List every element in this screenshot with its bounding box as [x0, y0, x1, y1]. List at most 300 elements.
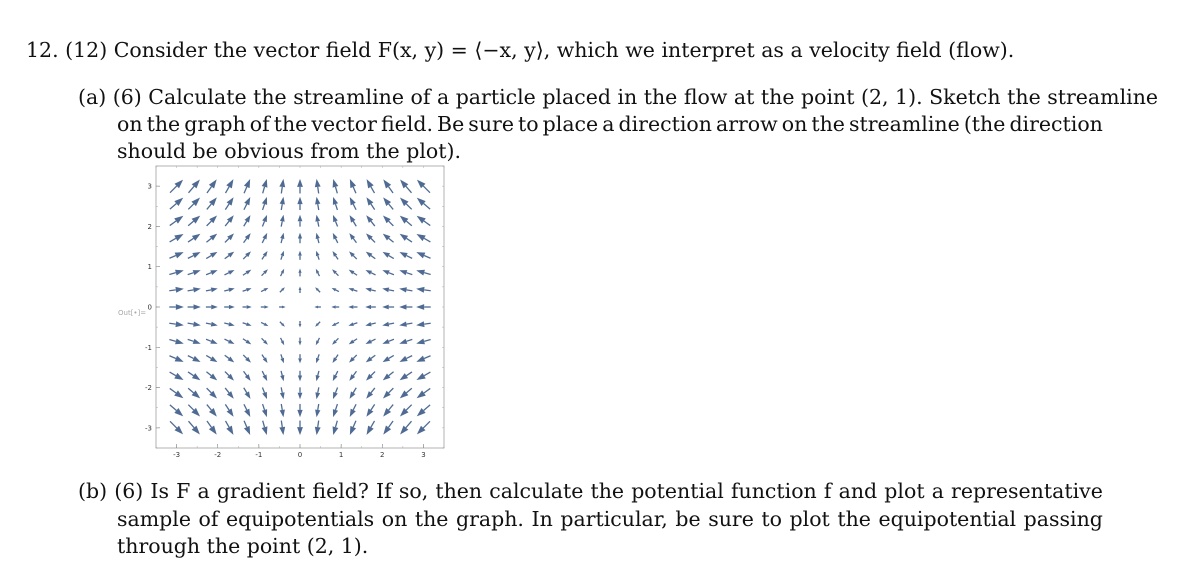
part-b-line-3: through the point (2, 1). — [117, 534, 369, 558]
field-arrow — [349, 251, 357, 259]
word: If — [376, 479, 392, 503]
field-arrow — [333, 371, 338, 381]
word: direction — [618, 112, 712, 136]
word: sample — [117, 507, 191, 531]
field-arrow — [298, 354, 302, 363]
field-arrow — [262, 421, 268, 435]
field-arrow — [350, 179, 356, 193]
field-arrow — [417, 405, 430, 416]
y-tick-label: -3 — [145, 424, 152, 433]
field-arrow — [262, 251, 268, 259]
field-arrow — [383, 405, 393, 417]
field-arrow — [225, 355, 235, 362]
field-arrow — [333, 421, 339, 435]
word: and — [838, 479, 878, 503]
field-arrow — [206, 252, 217, 259]
field-arrow — [400, 179, 411, 192]
field-arrow — [331, 305, 339, 308]
field-arrow — [349, 270, 357, 276]
field-arrow — [399, 304, 412, 309]
field-arrow — [315, 215, 320, 227]
field-arrow — [350, 404, 356, 417]
field-arrow — [315, 197, 320, 210]
field-arrow — [383, 197, 393, 209]
x-tick-label: 2 — [380, 451, 385, 459]
word: field. — [380, 112, 433, 136]
field-arrow — [225, 233, 234, 242]
x-tick-label: -3 — [173, 451, 181, 459]
field-arrow — [332, 322, 339, 326]
field-arrow — [417, 421, 430, 434]
field-arrow — [298, 251, 302, 260]
plot-ticks — [145, 166, 444, 459]
word: direction — [1009, 112, 1103, 136]
field-arrow — [297, 179, 303, 194]
x-tick-label: 3 — [421, 451, 426, 459]
y-tick-label: -1 — [145, 343, 152, 352]
field-arrow — [316, 371, 320, 381]
word: so, — [398, 479, 429, 503]
field-arrow — [298, 269, 301, 277]
word: the — [837, 507, 871, 531]
field-arrow — [332, 288, 339, 292]
field-arrow — [332, 355, 338, 363]
field-arrow — [333, 215, 338, 227]
field-arrow — [242, 305, 251, 309]
field-arrow — [207, 197, 217, 209]
field-arrow — [244, 388, 251, 399]
word: Is — [150, 479, 170, 503]
field-arrow — [399, 322, 412, 327]
word: function — [730, 479, 817, 503]
word: of — [198, 507, 219, 531]
field-arrow — [366, 388, 375, 399]
part-a-line-2 — [117, 111, 1103, 138]
field-arrow — [170, 372, 184, 380]
field-arrow — [243, 339, 251, 345]
word: (b) — [78, 479, 108, 503]
word: to — [761, 507, 782, 531]
field-arrow — [169, 304, 184, 310]
field-arrow — [400, 216, 412, 226]
field-arrow — [333, 179, 339, 193]
field-arrow — [366, 404, 374, 416]
field-arrow — [315, 421, 321, 436]
field-arrow — [367, 179, 375, 193]
field-arrow — [224, 288, 234, 292]
field-arrow — [348, 322, 357, 326]
field-arrow — [225, 421, 233, 435]
field-arrow — [350, 421, 356, 435]
field-arrow — [244, 215, 251, 226]
field-arrow — [207, 179, 217, 193]
word: place — [542, 112, 599, 136]
field-arrow — [298, 215, 303, 227]
field-arrow — [225, 404, 233, 416]
field-arrow — [188, 198, 200, 210]
word: plot — [789, 507, 830, 531]
field-arrow — [224, 339, 234, 344]
field-arrow — [315, 404, 320, 417]
y-tick-label: -2 — [145, 384, 152, 393]
word: the — [414, 507, 449, 531]
out-label: Out[•]= — [118, 309, 147, 317]
word: streamline — [848, 112, 960, 136]
vector-field-plot — [110, 162, 450, 462]
field-arrow — [261, 322, 268, 326]
field-arrow — [366, 233, 375, 242]
field-arrow — [225, 388, 234, 399]
field-arrow — [244, 404, 250, 417]
word: be — [675, 507, 701, 531]
field-arrow — [416, 356, 430, 362]
field-arrow — [316, 338, 320, 345]
field-arrow — [244, 233, 251, 243]
field-arrow — [243, 270, 251, 276]
field-arrow — [188, 270, 201, 275]
field-arrow — [399, 252, 412, 258]
field-arrow — [225, 215, 234, 226]
field-arrow — [244, 371, 251, 381]
word: on — [117, 112, 143, 136]
field-arrow — [207, 215, 217, 225]
field-arrow — [244, 421, 250, 435]
x-tick-label: 0 — [297, 451, 303, 459]
field-arrow — [299, 321, 302, 328]
field-arrow — [170, 388, 184, 398]
field-arrow — [366, 270, 376, 275]
field-arrow — [280, 197, 285, 210]
field-arrow — [316, 354, 320, 363]
field-arrow — [383, 355, 394, 362]
field-arrow — [315, 387, 320, 399]
field-arrow — [382, 305, 394, 310]
field-arrow — [279, 306, 286, 309]
field-arrow — [349, 355, 357, 363]
field-arrow — [365, 305, 376, 309]
field-arrow — [400, 421, 411, 434]
field-arrow — [332, 251, 338, 259]
word: gradient — [216, 479, 306, 503]
field-arrow — [400, 388, 412, 398]
field-arrow — [416, 287, 431, 293]
field-arrow — [261, 305, 269, 308]
field-arrow — [350, 197, 356, 210]
field-arrow — [382, 322, 394, 327]
field-arrow — [416, 234, 430, 242]
word: f — [823, 479, 832, 503]
field-arrow — [206, 234, 217, 243]
word: sure — [708, 507, 754, 531]
field-arrow — [297, 421, 303, 436]
field-arrow — [224, 305, 235, 309]
field-arrow — [188, 339, 201, 344]
y-tick-label: 2 — [147, 222, 152, 231]
word: F — [176, 479, 191, 503]
field-arrow — [224, 270, 234, 275]
word: equipotential — [878, 507, 1017, 531]
word: on — [781, 112, 808, 136]
field-arrow — [206, 270, 218, 275]
part-a-line-3: should be obvious from the plot). — [117, 139, 461, 163]
field-arrow — [188, 356, 201, 362]
field-arrow — [170, 180, 183, 193]
field-arrow — [382, 287, 394, 292]
field-arrow — [350, 388, 357, 399]
word: graph. — [455, 507, 524, 531]
field-arrow — [169, 252, 183, 258]
field-arrow — [206, 322, 218, 327]
field-arrow — [262, 233, 267, 243]
field-arrow — [366, 197, 374, 209]
field-arrow — [383, 215, 393, 225]
field-arrow — [206, 355, 217, 362]
field-arrow — [400, 198, 412, 210]
field-arrow — [206, 287, 218, 292]
field-arrow — [188, 216, 200, 226]
field-arrow — [225, 372, 234, 381]
field-arrow — [416, 304, 431, 310]
field-arrow — [416, 252, 430, 258]
field-arrow — [188, 234, 200, 242]
field-arrow — [315, 322, 320, 327]
field-arrow — [206, 372, 217, 381]
field-arrow — [279, 179, 285, 194]
field-arrow — [170, 234, 184, 242]
field-arrow — [169, 270, 183, 276]
field-arrow — [280, 287, 285, 292]
field-arrow — [188, 322, 201, 327]
word: sure — [468, 112, 514, 136]
field-arrow — [281, 269, 285, 276]
field-arrow — [280, 371, 284, 381]
field-arrow — [399, 270, 412, 275]
word: to — [518, 112, 539, 136]
field-arrow — [350, 215, 357, 226]
field-arrow — [315, 179, 321, 194]
part-a-line-1: (a) (6) Calculate the streamline of a particle placed in the flow at the point (2, 1). Sketch the streamline — [78, 85, 1159, 109]
field-arrow — [298, 387, 303, 399]
field-arrow — [416, 338, 430, 344]
field-arrow — [298, 371, 302, 382]
word: particular, — [560, 507, 668, 531]
field-arrow — [417, 198, 430, 209]
field-arrow — [262, 371, 267, 381]
field-arrow — [262, 355, 268, 363]
field-arrow — [169, 338, 183, 344]
field-arrow — [224, 322, 234, 326]
field-arrow — [383, 421, 393, 435]
field-arrow — [383, 372, 394, 381]
field-arrow — [262, 404, 267, 417]
word: Be — [437, 112, 465, 136]
word: representative — [951, 479, 1103, 503]
field-arrow — [366, 355, 376, 362]
field-arrow — [349, 371, 356, 381]
field-arrow — [169, 287, 184, 293]
field-arrow — [348, 288, 357, 292]
field-arrow — [365, 322, 375, 326]
field-arrow — [243, 355, 251, 363]
field-arrow — [333, 404, 338, 417]
word: the — [590, 479, 625, 503]
field-arrow — [243, 251, 251, 259]
field-arrow — [316, 251, 320, 260]
field-arrow — [188, 421, 199, 434]
field-arrow — [262, 215, 267, 227]
word: vector — [311, 112, 377, 136]
field-arrow — [314, 306, 321, 309]
field-arrow — [348, 305, 357, 309]
field-arrow — [170, 198, 183, 209]
field-arrow — [207, 421, 217, 435]
word: passing — [1023, 507, 1103, 531]
field-arrow — [188, 388, 200, 398]
field-arrow — [349, 339, 357, 345]
field-arrow — [383, 179, 393, 193]
field-arrow — [297, 404, 302, 417]
field-arrow — [298, 233, 302, 244]
field-arrow — [262, 269, 268, 275]
word: the — [811, 112, 845, 136]
field-arrow — [188, 179, 199, 192]
field-arrow — [244, 179, 250, 193]
field-arrow — [315, 287, 320, 292]
word: calculate — [489, 479, 584, 503]
field-arrow — [298, 338, 301, 346]
field-arrow — [262, 197, 267, 210]
field-arrow — [280, 233, 284, 243]
word: of — [249, 112, 270, 136]
field-arrow — [399, 339, 412, 344]
field-arrow — [416, 372, 430, 380]
field-arrow — [332, 338, 338, 344]
field-arrow — [349, 233, 356, 243]
word: (the — [963, 112, 1006, 136]
y-tick-label: 0 — [147, 303, 152, 312]
field-arrow — [188, 372, 200, 380]
field-arrow — [383, 252, 394, 259]
field-arrow — [188, 252, 201, 258]
field-arrow — [365, 288, 375, 292]
field-arrow — [382, 270, 394, 275]
field-arrow — [169, 356, 183, 362]
field-arrow — [416, 321, 431, 327]
field-arrow — [299, 286, 302, 293]
x-tick-label: 1 — [338, 451, 344, 459]
word: the — [146, 112, 181, 136]
word: a — [197, 479, 210, 503]
word: equipotentials — [226, 507, 375, 531]
field-arrow — [170, 405, 183, 416]
y-tick-label: 3 — [147, 182, 152, 191]
field-arrow — [280, 251, 284, 260]
y-tick-label: 1 — [147, 263, 152, 272]
field-arrow — [188, 405, 200, 417]
field-arrow — [383, 234, 394, 243]
field-arrow — [280, 322, 285, 327]
field-arrow — [417, 180, 430, 193]
field-arrow — [316, 233, 320, 243]
field-arrow — [297, 197, 302, 210]
field-arrow — [366, 215, 375, 226]
field-arrow — [261, 288, 268, 292]
x-tick-label: -1 — [255, 451, 263, 459]
field-arrow — [333, 388, 338, 400]
field-arrow — [316, 269, 320, 276]
field-arrow — [225, 197, 233, 209]
word: then — [435, 479, 483, 503]
field-arrow — [280, 387, 285, 399]
field-arrow — [366, 372, 375, 381]
word: plot — [884, 479, 925, 503]
field-arrow — [366, 339, 376, 344]
field-arrow — [383, 388, 393, 398]
field-arrow — [382, 339, 394, 344]
field-arrow — [262, 388, 267, 400]
field-arrow — [333, 197, 338, 210]
field-arrow — [188, 304, 201, 309]
word: (6) — [114, 479, 144, 503]
field-arrow — [170, 421, 183, 434]
word: a — [602, 112, 615, 136]
field-arrow — [206, 339, 218, 344]
word: the — [273, 112, 308, 136]
field-arrow — [400, 372, 412, 380]
field-arrow — [225, 179, 233, 193]
word: In — [531, 507, 553, 531]
field-arrow — [279, 421, 285, 436]
field-arrow — [207, 405, 217, 417]
word: on — [381, 507, 408, 531]
field-arrow — [207, 388, 217, 398]
field-arrow — [332, 269, 338, 275]
field-arrow — [243, 288, 252, 292]
field-arrow — [206, 305, 218, 310]
field-arrow — [243, 322, 252, 326]
field-arrow — [188, 287, 201, 292]
vector-arrows — [169, 179, 430, 435]
problem-header: 12. (12) Consider the vector field F(x, y) = ⟨−x, y⟩, which we interpret as a velocity field (flow). — [26, 38, 1015, 62]
field-arrow — [281, 338, 285, 345]
x-tick-label: -2 — [214, 451, 222, 459]
field-arrow — [280, 404, 285, 417]
field-arrow — [280, 354, 284, 363]
field-arrow — [366, 252, 376, 259]
word: a — [931, 479, 944, 503]
field-arrow — [170, 216, 184, 226]
field-arrow — [225, 252, 235, 259]
field-arrow — [416, 270, 430, 276]
word: graph — [184, 112, 246, 136]
part-b-line-2 — [117, 506, 1103, 533]
field-arrow — [280, 215, 285, 227]
word: potential — [631, 479, 724, 503]
field-arrow — [400, 234, 412, 242]
word: arrow — [715, 112, 778, 136]
field-arrow — [262, 179, 268, 193]
field-arrow — [244, 197, 250, 210]
field-arrow — [400, 405, 412, 417]
field-arrow — [417, 216, 431, 226]
field-arrow — [262, 338, 268, 344]
field-arrow — [333, 233, 338, 243]
word: field? — [312, 479, 369, 503]
part-b-line-1 — [78, 478, 1103, 505]
field-arrow — [169, 321, 184, 327]
field-arrow — [399, 287, 412, 292]
field-arrow — [417, 388, 431, 398]
